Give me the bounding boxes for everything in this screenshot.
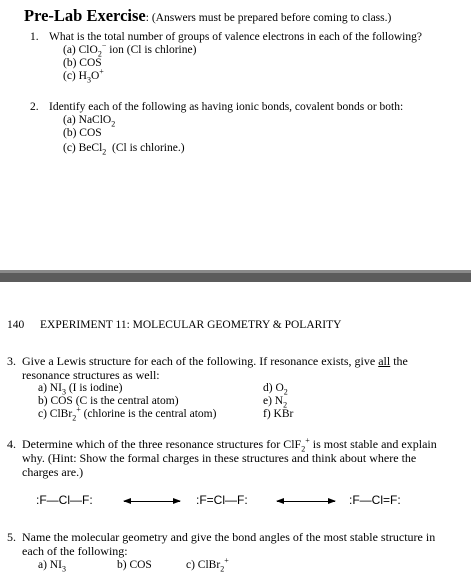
q5-b: b) COS: [117, 559, 152, 571]
resonance-structure-1: :F—Cl—F:: [36, 493, 93, 507]
q4-line3: charges are.): [22, 465, 84, 479]
q3-f: f) KBr: [263, 408, 294, 420]
q5-c: c) ClBr$_2$+: [186, 556, 229, 574]
page-divider-highlight: [0, 270, 471, 273]
prelab-q1-c: (c) $H_3O^+$: [63, 67, 104, 85]
q3-c: c) ClBr$_2$+ (chlorine is the central atom): [38, 405, 217, 423]
page-number: 140: [7, 319, 25, 331]
experiment-header: EXPERIMENT 11: MOLECULAR GEOMETRY & POLARITY: [40, 319, 342, 331]
prelab-q2-b: (b) COS: [63, 127, 102, 139]
prelab-heading: [24, 6, 391, 26]
resonance-structure-2: :F=Cl—F:: [196, 493, 248, 507]
q5-line1: Name the molecular geometry and give the bond angles of the most stable structure in: [22, 530, 436, 544]
prelab-title: Pre-Lab Exercise: [24, 6, 146, 25]
prelab-q1-b: (b) COS: [63, 57, 102, 69]
prelab-q2-a: (a) NaClO$_2$: [63, 114, 116, 129]
q3-e: e) $N_2$: [263, 395, 288, 410]
q5-number: 5.: [7, 530, 16, 544]
prelab-q1-number: 1.: [30, 31, 39, 43]
q3-line2: resonance structures as well:: [22, 368, 160, 382]
prelab-note: : (Answers must be prepared before coming to class.): [145, 12, 392, 24]
resonance-structure-3: :F—Cl=F:: [349, 493, 401, 507]
q5-line2: each of the following:: [22, 544, 128, 558]
resonance-arrow-2: [277, 501, 335, 502]
q3-b: b) COS (C is the central atom): [38, 395, 179, 407]
prelab-q2-number: 2.: [30, 101, 39, 113]
prelab-q2-text: Identify each of the following as having ionic bonds, covalent bonds or both:: [49, 101, 404, 113]
prelab-q1-a: (a) ClO$_2$− ion (Cl is chlorine): [63, 41, 197, 59]
prelab-q1-text: What is the total number of groups of valence electrons in each of the following?: [49, 31, 422, 43]
q5-a: a) $NI_3$: [38, 559, 66, 574]
q3-line1: Give a Lewis structure for each of the following. If resonance exists, give all the: [22, 354, 408, 368]
q4-number: 4.: [7, 437, 16, 451]
q4-line1: Determine which of the three resonance structures for ClF$_2$+ is most stable and explain: [22, 436, 437, 454]
q4-line2: why. (Hint: Show the formal charges in these structures and think about where the: [22, 451, 417, 465]
q3-d: d) $O_2$: [263, 382, 288, 397]
q3-a: a) $NI_3$ (I is iodine): [38, 382, 123, 397]
prelab-q2-c: (c) BeCl$_2$ (Cl is chlorine.): [63, 142, 185, 157]
q3-number: 3.: [7, 354, 16, 368]
resonance-arrow-1: [124, 501, 180, 502]
